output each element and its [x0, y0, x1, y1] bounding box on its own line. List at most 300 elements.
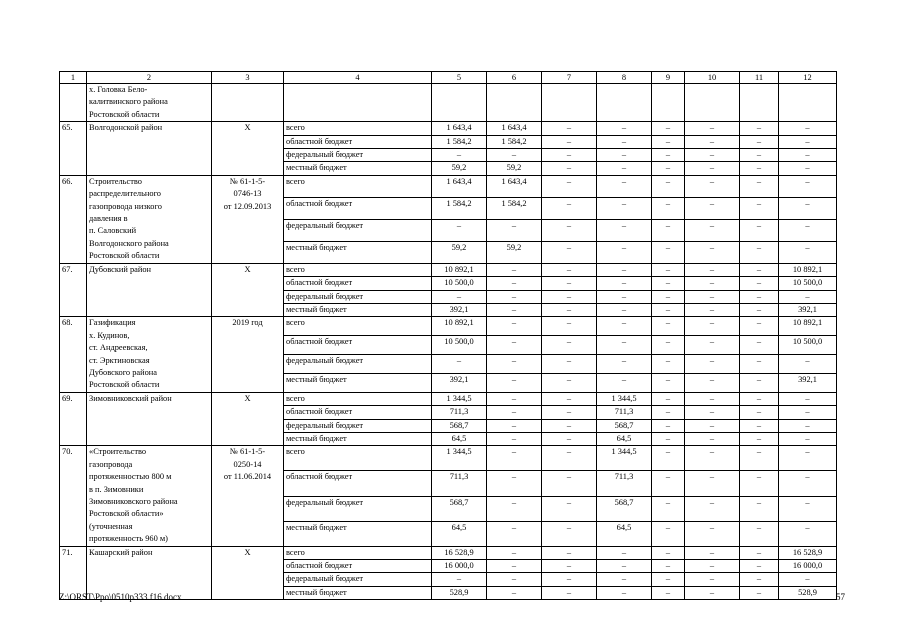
object-name-cell	[87, 122, 212, 176]
value-cell: –	[685, 471, 740, 496]
value-cell: –	[740, 263, 779, 276]
object-name-line: калитвинского района	[89, 97, 168, 107]
page-number: 57	[836, 592, 845, 602]
object-name-line: давления в	[89, 214, 128, 224]
value-cell: –	[779, 149, 837, 162]
document-line: 0746-13	[233, 189, 262, 199]
budget-source-label: всего	[284, 317, 432, 336]
value-cell: –	[740, 406, 779, 419]
column-number: 8	[597, 72, 652, 84]
value-cell: –	[685, 573, 740, 586]
value-cell: –	[542, 162, 597, 175]
value-cell: –	[740, 317, 779, 336]
value-cell: –	[487, 336, 542, 355]
value-cell: –	[542, 496, 597, 521]
value-cell: –	[740, 290, 779, 303]
value-cell: –	[652, 317, 685, 336]
value-cell: –	[597, 546, 652, 559]
value-cell: –	[597, 175, 652, 197]
budget-source-label: всего	[284, 122, 432, 135]
value-cell: –	[685, 149, 740, 162]
value-cell: –	[779, 162, 837, 175]
value-cell: –	[542, 419, 597, 432]
budget-source-label: федеральный бюджет	[284, 419, 432, 432]
document-line: Х	[244, 547, 251, 557]
value-cell: –	[740, 219, 779, 241]
value-cell: –	[740, 573, 779, 586]
value-cell: –	[779, 446, 837, 471]
value-cell: 64,5	[432, 521, 487, 546]
row-number-cell: 67.	[60, 263, 87, 317]
value-cell: 10 500,0	[432, 277, 487, 290]
value-cell: –	[740, 560, 779, 573]
value-cell: –	[685, 241, 740, 263]
document-cell	[212, 122, 284, 176]
value-cell: –	[487, 471, 542, 496]
value-cell: –	[652, 573, 685, 586]
value-cell: 64,5	[597, 432, 652, 445]
value-cell: –	[652, 303, 685, 316]
value-cell: –	[652, 432, 685, 445]
value-cell: 568,7	[597, 496, 652, 521]
value-cell: –	[542, 241, 597, 263]
document-line: Х	[244, 264, 251, 274]
value-cell: –	[740, 586, 779, 599]
column-number: 6	[487, 72, 542, 84]
value-cell: 16 528,9	[779, 546, 837, 559]
value-cell: 392,1	[779, 373, 837, 392]
value-cell: –	[652, 560, 685, 573]
value-cell: –	[779, 432, 837, 445]
budget-source-label: федеральный бюджет	[284, 219, 432, 241]
value-cell: –	[487, 521, 542, 546]
value-cell: –	[542, 317, 597, 336]
value-cell: –	[542, 277, 597, 290]
value-cell: 64,5	[432, 432, 487, 445]
object-name-line: Кашарский район	[89, 547, 153, 557]
document-line: 0250-14	[233, 459, 262, 469]
row-number-cell: 70.	[60, 446, 87, 546]
row-number-cell: 68.	[60, 317, 87, 392]
value-cell: 1 344,5	[432, 446, 487, 471]
value-cell: 16 000,0	[779, 560, 837, 573]
budget-source-label: местный бюджет	[284, 241, 432, 263]
value-cell: 1 584,2	[432, 135, 487, 148]
document-table-container	[59, 71, 837, 600]
column-number: 4	[284, 72, 432, 84]
value-cell: –	[740, 135, 779, 148]
value-cell: 1 344,5	[597, 446, 652, 471]
budget-source-label: местный бюджет	[284, 432, 432, 445]
value-cell: –	[652, 446, 685, 471]
object-name-cell	[87, 317, 212, 392]
value-cell: 568,7	[597, 419, 652, 432]
value-cell: –	[740, 197, 779, 219]
empty-cell	[212, 84, 284, 122]
value-cell: –	[740, 336, 779, 355]
value-cell: –	[685, 373, 740, 392]
value-cell: 16 528,9	[432, 546, 487, 559]
value-cell: –	[685, 303, 740, 316]
value-cell: 392,1	[432, 303, 487, 316]
value-cell: –	[597, 263, 652, 276]
value-cell: –	[597, 135, 652, 148]
empty-cell	[685, 84, 740, 122]
object-name-line: в п. Зимовники	[89, 484, 144, 494]
empty-cell	[779, 84, 837, 122]
value-cell: 711,3	[432, 471, 487, 496]
value-cell: 1 344,5	[597, 392, 652, 405]
budget-source-label: областной бюджет	[284, 277, 432, 290]
column-number: 11	[740, 72, 779, 84]
document-line: № 61-1-5-	[229, 447, 266, 457]
value-cell: –	[487, 432, 542, 445]
table-row	[60, 263, 837, 276]
value-cell: –	[740, 432, 779, 445]
value-cell: –	[652, 419, 685, 432]
value-cell: –	[652, 122, 685, 135]
value-cell: –	[685, 175, 740, 197]
budget-source-label: местный бюджет	[284, 586, 432, 599]
value-cell: –	[779, 392, 837, 405]
value-cell: –	[740, 521, 779, 546]
budget-source-label: всего	[284, 263, 432, 276]
value-cell: 528,9	[779, 586, 837, 599]
value-cell: 1 643,4	[432, 122, 487, 135]
value-cell: –	[740, 303, 779, 316]
budget-source-label: областной бюджет	[284, 197, 432, 219]
budget-source-label: областной бюджет	[284, 336, 432, 355]
value-cell: –	[542, 263, 597, 276]
value-cell: –	[597, 149, 652, 162]
value-cell: –	[542, 135, 597, 148]
value-cell: –	[487, 406, 542, 419]
value-cell: –	[652, 219, 685, 241]
value-cell: 711,3	[597, 406, 652, 419]
budget-source-label: всего	[284, 546, 432, 559]
value-cell: 59,2	[432, 162, 487, 175]
value-cell: –	[432, 290, 487, 303]
value-cell: –	[685, 263, 740, 276]
document-line: № 61-1-5-	[229, 176, 266, 186]
value-cell: –	[432, 573, 487, 586]
value-cell: 10 892,1	[432, 263, 487, 276]
object-name-line: х. Головка Бело-	[89, 85, 148, 94]
value-cell: –	[740, 546, 779, 559]
value-cell: –	[652, 392, 685, 405]
document-line: от 11.06.2014	[223, 472, 272, 482]
column-header-row	[60, 72, 837, 84]
value-cell: 392,1	[432, 373, 487, 392]
value-cell: 16 000,0	[432, 560, 487, 573]
value-cell: –	[652, 162, 685, 175]
value-cell: –	[685, 135, 740, 148]
object-name-cell	[87, 263, 212, 317]
value-cell: –	[652, 149, 685, 162]
value-cell: 528,9	[432, 586, 487, 599]
value-cell: 1 584,2	[432, 197, 487, 219]
budget-source-label: федеральный бюджет	[284, 290, 432, 303]
value-cell: 711,3	[432, 406, 487, 419]
object-name-line: Дубовский район	[89, 264, 152, 274]
object-name-line: Ростовской области»	[89, 509, 164, 519]
value-cell: –	[542, 392, 597, 405]
value-cell: –	[779, 219, 837, 241]
value-cell: –	[432, 355, 487, 374]
empty-cell	[284, 84, 432, 122]
object-name-line: Строительство	[89, 176, 142, 186]
value-cell: –	[740, 241, 779, 263]
value-cell: –	[779, 135, 837, 148]
value-cell: –	[685, 197, 740, 219]
object-name-line: «Строительство	[89, 447, 147, 457]
object-name-line: газопровода	[89, 459, 133, 469]
object-name-line: протяженность 960 м)	[89, 534, 168, 544]
value-cell: –	[740, 175, 779, 197]
column-number: 1	[60, 72, 87, 84]
value-cell: –	[685, 419, 740, 432]
value-cell: –	[542, 303, 597, 316]
value-cell: –	[779, 471, 837, 496]
value-cell: 568,7	[432, 496, 487, 521]
object-name-cell	[87, 446, 212, 546]
value-cell: –	[597, 277, 652, 290]
value-cell: –	[487, 560, 542, 573]
value-cell: –	[432, 149, 487, 162]
budget-source-label: федеральный бюджет	[284, 149, 432, 162]
value-cell: –	[652, 241, 685, 263]
row-number-cell: 66.	[60, 175, 87, 263]
object-name-line: Волгодонского района	[89, 238, 169, 248]
value-cell: 10 892,1	[779, 263, 837, 276]
object-name-line: распределительного	[89, 189, 161, 199]
value-cell: –	[740, 162, 779, 175]
value-cell: 568,7	[432, 419, 487, 432]
value-cell: –	[685, 355, 740, 374]
value-cell: –	[652, 336, 685, 355]
value-cell: 10 892,1	[779, 317, 837, 336]
value-cell: 711,3	[597, 471, 652, 496]
budget-source-label: всего	[284, 392, 432, 405]
row-number-cell: 71.	[60, 546, 87, 600]
value-cell: –	[652, 586, 685, 599]
value-cell: –	[542, 219, 597, 241]
column-number: 7	[542, 72, 597, 84]
object-name-line: п. Саловский	[89, 226, 137, 236]
value-cell: –	[740, 496, 779, 521]
budget-source-label: областной бюджет	[284, 471, 432, 496]
budget-table	[59, 71, 837, 600]
value-cell: 1 584,2	[487, 197, 542, 219]
budget-source-label: областной бюджет	[284, 135, 432, 148]
value-cell: –	[542, 290, 597, 303]
value-cell: –	[779, 573, 837, 586]
value-cell: –	[779, 521, 837, 546]
document-cell	[212, 263, 284, 317]
value-cell: –	[597, 336, 652, 355]
empty-cell	[597, 84, 652, 122]
value-cell: –	[542, 122, 597, 135]
continuation-row	[60, 84, 837, 122]
value-cell: –	[487, 573, 542, 586]
value-cell: –	[652, 277, 685, 290]
value-cell: –	[542, 175, 597, 197]
object-name-line: Волгодонской район	[89, 123, 163, 133]
value-cell: –	[779, 122, 837, 135]
value-cell: –	[740, 122, 779, 135]
value-cell: 59,2	[487, 162, 542, 175]
value-cell: –	[542, 471, 597, 496]
value-cell: –	[779, 496, 837, 521]
row-number-cell: 69.	[60, 392, 87, 446]
value-cell: –	[487, 496, 542, 521]
column-number: 2	[87, 72, 212, 84]
value-cell: –	[652, 355, 685, 374]
document-line: Х	[244, 123, 251, 133]
object-name-line: Зимовниковского района	[89, 497, 178, 506]
value-cell: –	[685, 162, 740, 175]
value-cell: –	[542, 560, 597, 573]
value-cell: –	[487, 290, 542, 303]
value-cell: –	[740, 277, 779, 290]
budget-source-label: местный бюджет	[284, 162, 432, 175]
document-line: Х	[244, 393, 251, 403]
table-row	[60, 122, 837, 135]
value-cell: –	[542, 586, 597, 599]
value-cell: –	[652, 135, 685, 148]
value-cell: –	[685, 392, 740, 405]
value-cell: –	[597, 586, 652, 599]
value-cell: –	[487, 303, 542, 316]
value-cell: 10 500,0	[779, 336, 837, 355]
value-cell: –	[597, 560, 652, 573]
value-cell: –	[685, 277, 740, 290]
value-cell: –	[597, 122, 652, 135]
value-cell: –	[685, 446, 740, 471]
object-name-line: Дубовского района	[89, 367, 157, 377]
value-cell: –	[779, 197, 837, 219]
document-cell	[212, 446, 284, 546]
value-cell: –	[652, 496, 685, 521]
budget-source-label: федеральный бюджет	[284, 496, 432, 521]
value-cell: 1 643,4	[487, 175, 542, 197]
value-cell: 392,1	[779, 303, 837, 316]
document-line: 2019 год	[232, 318, 263, 328]
value-cell: 64,5	[597, 521, 652, 546]
value-cell: –	[542, 446, 597, 471]
budget-source-label: федеральный бюджет	[284, 573, 432, 586]
value-cell: –	[685, 219, 740, 241]
value-cell: –	[740, 419, 779, 432]
value-cell: –	[542, 432, 597, 445]
value-cell: –	[597, 355, 652, 374]
object-name-cell	[87, 84, 212, 122]
value-cell: –	[779, 290, 837, 303]
value-cell: –	[597, 219, 652, 241]
value-cell: –	[487, 355, 542, 374]
value-cell: –	[652, 373, 685, 392]
budget-source-label: федеральный бюджет	[284, 355, 432, 374]
value-cell: –	[685, 122, 740, 135]
empty-cell	[487, 84, 542, 122]
value-cell: –	[487, 419, 542, 432]
value-cell: –	[542, 336, 597, 355]
value-cell: –	[542, 355, 597, 374]
table-row	[60, 546, 837, 559]
object-name-line: ст. Андреевская,	[89, 343, 148, 353]
document-cell	[212, 317, 284, 392]
document-cell	[212, 392, 284, 446]
value-cell: 59,2	[487, 241, 542, 263]
value-cell: –	[652, 546, 685, 559]
value-cell: 59,2	[432, 241, 487, 263]
value-cell: –	[487, 586, 542, 599]
value-cell: –	[597, 303, 652, 316]
value-cell: –	[779, 419, 837, 432]
value-cell: –	[779, 355, 837, 374]
value-cell: 1 344,5	[432, 392, 487, 405]
value-cell: –	[542, 406, 597, 419]
value-cell: –	[652, 197, 685, 219]
value-cell: –	[685, 546, 740, 559]
value-cell: –	[652, 406, 685, 419]
value-cell: –	[685, 586, 740, 599]
value-cell: 1 643,4	[487, 122, 542, 135]
value-cell: –	[487, 392, 542, 405]
document-line: от 12.09.2013	[223, 201, 272, 211]
row-number-cell: 65.	[60, 122, 87, 176]
table-row	[60, 392, 837, 405]
object-name-cell	[87, 392, 212, 446]
budget-source-label: областной бюджет	[284, 560, 432, 573]
object-name-line: Ростовской области	[89, 251, 160, 261]
value-cell: –	[487, 446, 542, 471]
value-cell: –	[487, 317, 542, 336]
value-cell: –	[779, 406, 837, 419]
value-cell: –	[685, 290, 740, 303]
value-cell: –	[740, 355, 779, 374]
object-name-line: Газификация	[89, 318, 136, 328]
value-cell: –	[685, 406, 740, 419]
value-cell: –	[652, 471, 685, 496]
column-number: 12	[779, 72, 837, 84]
value-cell: –	[685, 496, 740, 521]
value-cell: 10 500,0	[432, 336, 487, 355]
empty-cell	[652, 84, 685, 122]
table-row	[60, 317, 837, 336]
value-cell: –	[542, 197, 597, 219]
value-cell: 10 892,1	[432, 317, 487, 336]
value-cell: 1 584,2	[487, 135, 542, 148]
value-cell: –	[487, 546, 542, 559]
object-name-line: Ростовской области	[89, 109, 160, 119]
table-row	[60, 446, 837, 471]
budget-source-label: всего	[284, 175, 432, 197]
value-cell: –	[779, 241, 837, 263]
value-cell: –	[685, 560, 740, 573]
value-cell: –	[685, 336, 740, 355]
value-cell: –	[740, 149, 779, 162]
object-name-line: х. Кудинов,	[89, 330, 130, 340]
value-cell: –	[597, 162, 652, 175]
object-name-line: протяженностью 800 м	[89, 472, 172, 482]
object-name-line: Зимовниковский район	[89, 393, 172, 403]
object-name-line: ст. Эрктиновская	[89, 355, 150, 365]
value-cell: –	[542, 546, 597, 559]
value-cell: –	[740, 471, 779, 496]
value-cell: –	[652, 263, 685, 276]
row-number-cell	[60, 84, 87, 122]
